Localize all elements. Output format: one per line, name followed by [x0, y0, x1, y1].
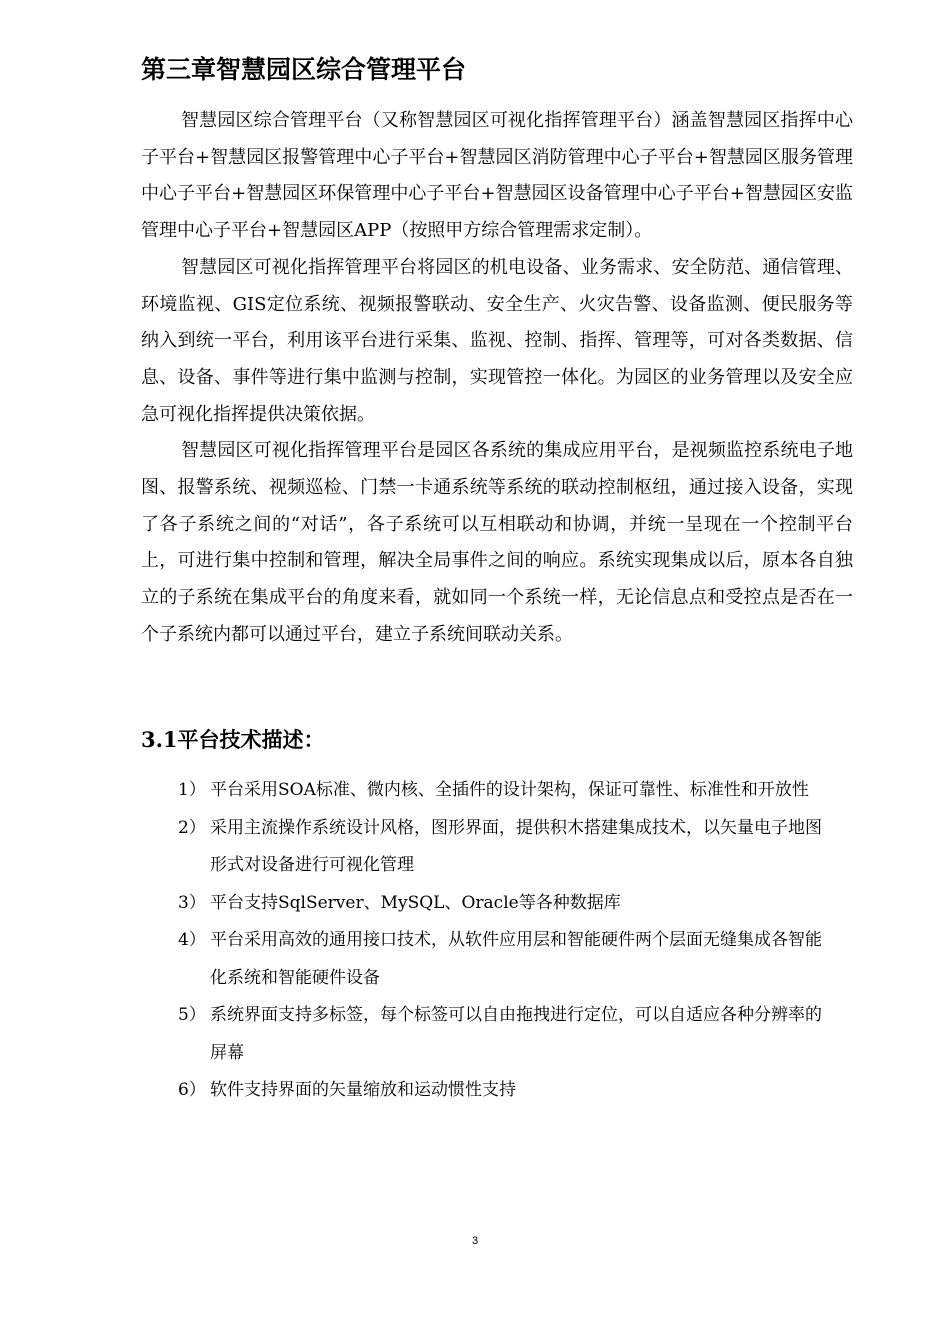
list-item	[178, 810, 838, 885]
list-item-text: 采用主流操作系统设计风格，图形界面，提供积木搭建集成技术，以矢量电子地图形式对设备进行可视化管理	[210, 817, 822, 875]
list-item-text: 系统界面支持多标签，每个标签可以自由拖拽进行定位，可以自适应各种分辨率的屏幕	[210, 1005, 822, 1063]
section-number: 3.1	[141, 727, 178, 752]
list-item-number: 1）	[178, 780, 206, 800]
list-item	[178, 772, 838, 810]
page-number: 3	[471, 1235, 479, 1247]
list-item-text: 软件支持界面的矢量缩放和运动惯性支持	[210, 1080, 516, 1100]
list-item	[178, 885, 838, 923]
list-item-number: 4）	[178, 930, 206, 950]
list-item-number: 6）	[178, 1080, 206, 1100]
list-item-number: 5）	[178, 1005, 206, 1025]
list-item-text: 平台采用SOA标准、微内核、全插件的设计架构，保证可靠性、标准性和开放性	[210, 780, 809, 800]
list-item-text: 平台支持SqlServer、MySQL、Oracle等各种数据库	[210, 892, 621, 913]
list-item-text: 平台采用高效的通用接口技术，从软件应用层和智能硬件两个层面无缝集成各智能化系统和智能硬件设备	[210, 930, 822, 988]
section-heading	[141, 722, 325, 758]
list-item	[178, 997, 838, 1072]
list-item	[178, 922, 838, 997]
paragraph: 智慧园区可视化指挥管理平台是园区各系统的集成应用平台，是视频监控系统电子地图、报警系统、视频巡检、门禁一卡通系统等系统的联动控制枢纽，通过接入设备，实现了各子系统之间的“对话”，各子系统可以互相联动和协调，并统一呈现在一个控制平台上，可进行集中控制和管理，解决全局事件之间的响应。系统实现集成以后，原本各自独立的子系统在集成平台的角度来看，就如同一个系统一样，无论信息点和受控点是否在一个子系统内都可以通过平台，建立子系统间联动关系。	[141, 440, 853, 645]
paragraph: 智慧园区综合管理平台（又称智慧园区可视化指挥管理平台）涵盖智慧园区指挥中心子平台+智慧园区报警管理中心子平台+智慧园区消防管理中心子平台+智慧园区服务管理中心子平台+智慧园区环保管理中心子平台+智慧园区设备管理中心子平台+智慧园区安监管理中心子平台+智慧园区APP（按照甲方综合管理需求定制）。	[141, 110, 853, 242]
section-title: 平台技术描述：	[177, 728, 325, 752]
paragraph: 智慧园区可视化指挥管理平台将园区的机电设备、业务需求、安全防范、通信管理、环境监视、GIS定位系统、视频报警联动、安全生产、火灾告警、设备监测、便民服务等纳入到统一平台，利用该平台进行采集、监视、控制、指挥、管理等，可对各类数据、信息、设备、事件等进行集中监测与控制，实现管控一体化。为园区的业务管理以及安全应急可视化指挥提供决策依据。	[141, 256, 853, 425]
body-text	[141, 103, 853, 654]
feature-list	[178, 772, 838, 1110]
list-item	[178, 1072, 838, 1110]
chapter-title: 第三章智慧园区综合管理平台	[141, 55, 467, 84]
list-item-number: 3）	[178, 892, 206, 913]
list-item-number: 2）	[178, 817, 206, 838]
